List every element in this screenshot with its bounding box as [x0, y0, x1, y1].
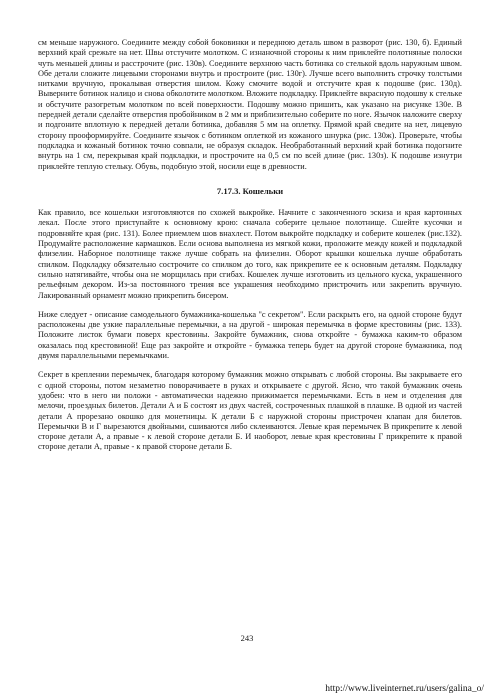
body-paragraph: см меньше наружного. Соедините между собой боковинки и переднюю деталь швом в разворот (рис. 130, б). Единый верхний край срежьте на нет. Швы отстучите молотком. С изнаночной стороны к ним приклейте полотняные полоски чуть меньшей длины и расстрочите (рис. 130в). Соедините верхнюю часть ботинка со стелькой вдоль наружным швом. Обе детали сложите лицевыми сторонами внутрь и простроите (рис. 130г). Лучше всего выполнить строчку толстыми нитками вручную, прокалывая отверстия шилом. Кожу смочите водой и отстучите края к подошве (рис. 130д). Выверните ботинок налицо и снова обколотите молотком. Вложите подкладку. Приклейте вкрасную подошву к стельке и обстучите разогретым молотком по всей поверхности. Подошву можно пришить, как указано на рисунке 130е. В передней детали сделайте отверстия пробойником в 2 мм и приблизительно соберите по ноге. Язычок наложите сверху и подгоните вплотную к передней детали ботинка, добавляя 5 мм на оплетку. Прямой край сведите на нет, лицевую сторону прооформируйте. Соедините язычок с ботинком оплеткой из кожаного шнурка (рис. 130ж). Проверьте, чтобы подкладка и кожаный ботинок точно совпали, не образуя складок. Необработанный верхний край ботинка подогните внутрь на 1 см, перекрывая край подкладки, и прострочите на 0,5 см по всей длине (рис. 130з). К подошве изнутри приклейте теплую стельку. Обувь, подобную этой, носили еще в древности.	[38, 38, 462, 171]
source-url-watermark: http://www.liveinternet.ru/users/galina_o/	[325, 684, 484, 694]
document-page	[38, 38, 462, 453]
page-number: 243	[240, 633, 254, 643]
section-heading: 7.17.3. Кошельки	[216, 185, 284, 196]
body-paragraph: Ниже следует - описание самодельного бумажника-кошелька "с секретом". Если раскрыть его, на одной стороне будут расположены две узкие параллельные перемычки, а на другой - широкая перемычка в форме крестовины (рис. 133). Положите листок бумаги поверх крестовины. Закройте бумажник, снова откройте - бумажка каким-то образом оказалась под крестовиной! Еще раз закройте и откройте - бумажка теперь будет на другой стороне бумажника, под двумя параллельными перемычками.	[38, 309, 462, 361]
body-paragraph: Как правило, все кошельки изготовляются по схожей выкройке. Начните с законченного эскиза и края картонных лекал. После этого приступайте к основному крою: сначала соберите цельное полотнище. Сшейте кусочки и подровняйте края (рис. 131). Более приемлем шов внахлест. Потом выкройте подкладку и соберите кошелек (рис.132). Продумайте расположение кармашков. Если основа выполнена из мягкой кожи, проложите между кожей и подкладкой флизелин. Наборное полотнище также лучше собрать на флизелин. Оборот крышки кошелька лучше обработать спилком. Подкладку обязательно сострочите со спилком до того, как прикрепите ее к основным деталям. Подкладку сильно натягивайте, чтобы она не морщилась при сгибах. Кошелек лучше изготовить из цельного куска, украшенного рельефным декором. Из-за постоянного трения все украшения необходимо пристрочить или закрепить вручную. Лакированный орнамент можно прикрепить бисером.	[38, 208, 462, 300]
body-paragraph: Секрет в креплении перемычек, благодаря которому бумажник можно открывать с любой стороны. Вы закрываете его с одной стороны, потом незаметно поворачиваете в руках и открываете с другой. Ясно, что такой бумажник очень удобен: что в него ни положи - автоматически надежно прижимается перемычками. Есть в нем и отделения для мелочи, проездных билетов. Детали А и Б состоят из двух частей, состроченных плашкой в плашке. В одной из частей детали А прорезано окошко для монетницы. К детали Б с наружной стороны пристрочен клапан для билетов. Перемычки В и Г вырезаются двойными, сшиваются либо склеиваются. Левые края перемычек В прикрепите к левой стороне детали А, а правые - к левой стороне детали Б. И наоборот, левые края крестовины Г прикрепите к правой стороне детали А, правые - к правой стороне детали Б.	[38, 370, 462, 452]
